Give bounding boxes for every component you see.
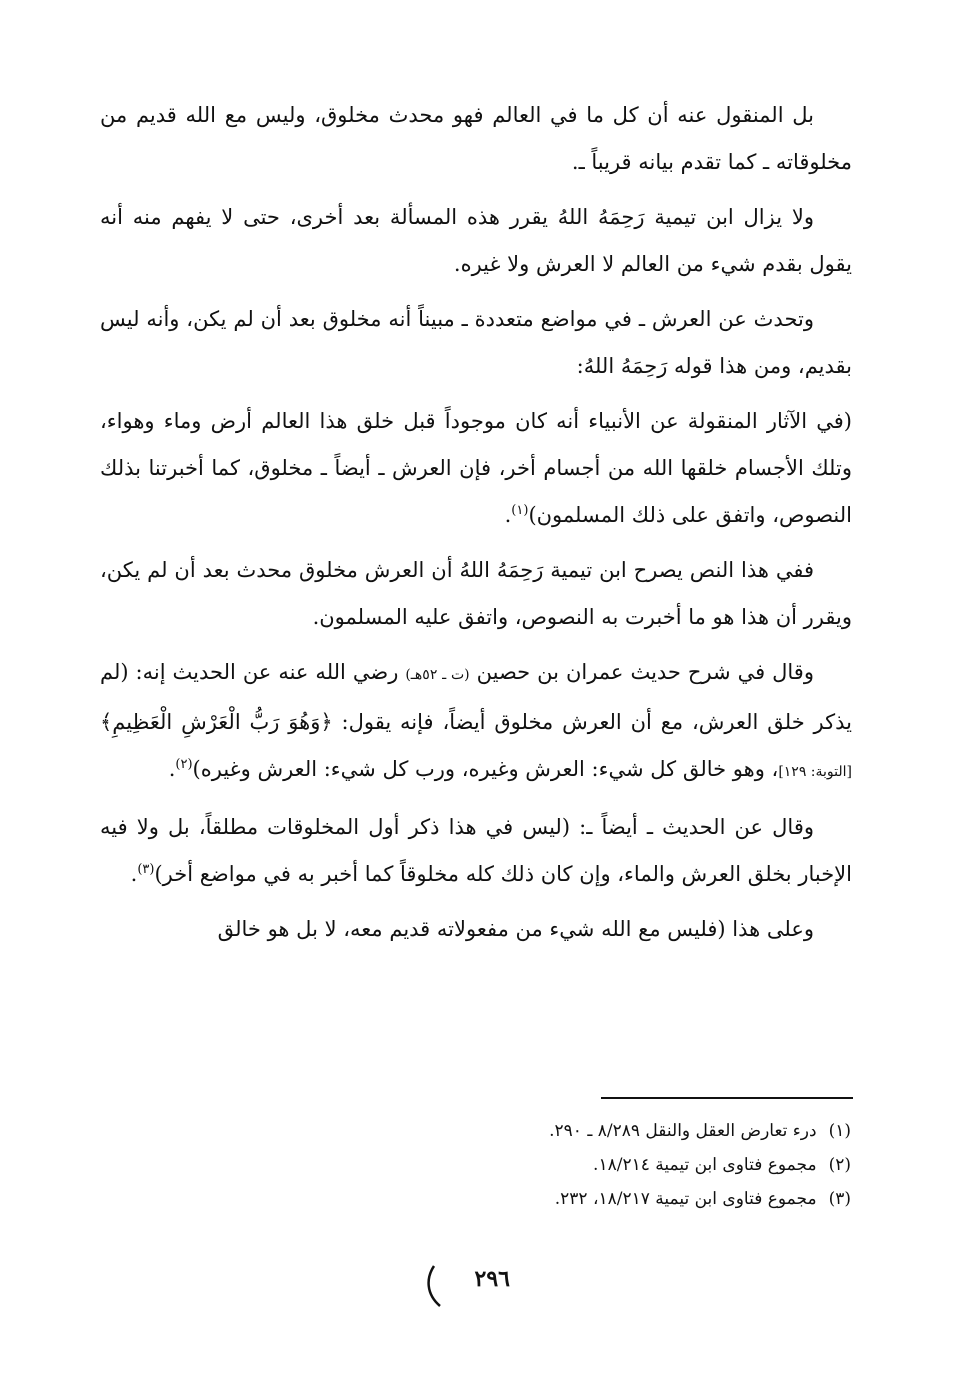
footnote-3-number: (٣) — [828, 1189, 851, 1209]
page-number-bracket-icon — [420, 1262, 460, 1312]
footnote-2 — [351, 1148, 851, 1182]
quote-1 — [100, 398, 852, 539]
paragraph-5 — [100, 649, 852, 796]
footnote-1-number: (١) — [828, 1121, 851, 1141]
verse-reference: [التوبة: ١٢٩] — [778, 764, 852, 780]
footnote-divider — [601, 1097, 853, 1099]
footnote-ref-1: (١) — [511, 503, 529, 518]
paragraph-7: وعلى هذا (فليس مع الله شيء من مفعولاته قديم معه، لا بل هو خالق — [217, 917, 814, 941]
footnotes — [351, 1114, 851, 1216]
paragraph-5-period: . — [168, 757, 176, 781]
paragraph-1: بل المنقول عنه أن كل ما في العالم فهو محدث مخلوق، وليس مع الله قديم من مخلوقاته ـ كما تقدم بيانه قريباً ـ. — [100, 103, 852, 174]
death-date: (ت ـ ٥٢هـ) — [405, 667, 470, 683]
footnote-ref-2: (٢) — [175, 757, 193, 772]
page-number-text: ٢٩٦ — [474, 1266, 510, 1292]
quote-1-period: . — [504, 503, 512, 527]
paragraph-6-period: . — [130, 862, 138, 886]
footnote-3-text: مجموع فتاوى ابن تيمية ١٨/٢١٧، ٢٣٢. — [554, 1189, 817, 1209]
footnote-3 — [351, 1182, 851, 1216]
paragraph-5-body: رضي الله عنه عن الحديث إنه: (لم يذكر خلق العرش، مع أن العرش مخلوق أيضاً، فإنه يقول: ﴿وَهُوَ رَبُّ الْعَرْشِ الْعَظِيمِ﴾ — [100, 660, 852, 734]
paragraph-6 — [100, 804, 852, 898]
footnote-1-text: درء تعارض العقل والنقل ٨/٢٨٩ ـ ٢٩٠. — [549, 1121, 817, 1141]
paragraph-3: وتحدث عن العرش ـ في مواضع متعددة ـ مبيناً أنه مخلوق بعد أن لم يكن، وأنه ليس بقديم، ومن هذا قوله رَحِمَهُ اللهُ: — [100, 307, 852, 378]
quote-1-text: (في الآثار المنقولة عن الأنبياء أنه كان موجوداً قبل خلق هذا العالم أرض وماء وهواء، وتلك الأجسام خلقها الله من أجسام أخر، فإن العرش ـ أيضاً ـ مخلوق، كما أخبرتنا بذلك النصوص، واتفق على ذلك المسلمون) — [100, 409, 852, 527]
paragraph-5-end: ، وهو خالق كل شيء: العرش وغيره، ورب كل شيء: العرش وغيره) — [192, 757, 779, 781]
paragraph-2: ولا يزال ابن تيمية رَحِمَهُ اللهُ يقرر هذه المسألة بعد أخرى، حتى لا يفهم منه أنه يقول بقدم شيء من العالم لا العرش ولا غيره. — [100, 205, 852, 276]
footnote-ref-3: (٣) — [137, 862, 155, 877]
footnote-2-number: (٢) — [828, 1155, 851, 1175]
page-number — [420, 1262, 540, 1312]
paragraph-4: ففي هذا النص يصرح ابن تيمية رَحِمَهُ اللهُ أن العرش مخلوق محدث بعد أن لم يكن، ويقرر أن هذا هو ما أخبرت به النصوص، واتفق عليه المسلمون. — [100, 558, 852, 629]
page-body — [100, 92, 852, 961]
paragraph-6-text: وقال عن الحديث ـ أيضاً ـ: (ليس في هذا ذكر أول المخلوقات مطلقاً، بل ولا فيه الإخبار بخلق العرش والماء، وإن كان ذلك كله مخلوقاً كما أخبر به في مواضع أخر) — [100, 815, 852, 886]
footnote-1 — [351, 1114, 851, 1148]
paragraph-5-intro: وقال في شرح حديث عمران بن حصين — [476, 660, 814, 684]
footnote-2-text: مجموع فتاوى ابن تيمية ١٨/٢١٤. — [593, 1155, 817, 1175]
